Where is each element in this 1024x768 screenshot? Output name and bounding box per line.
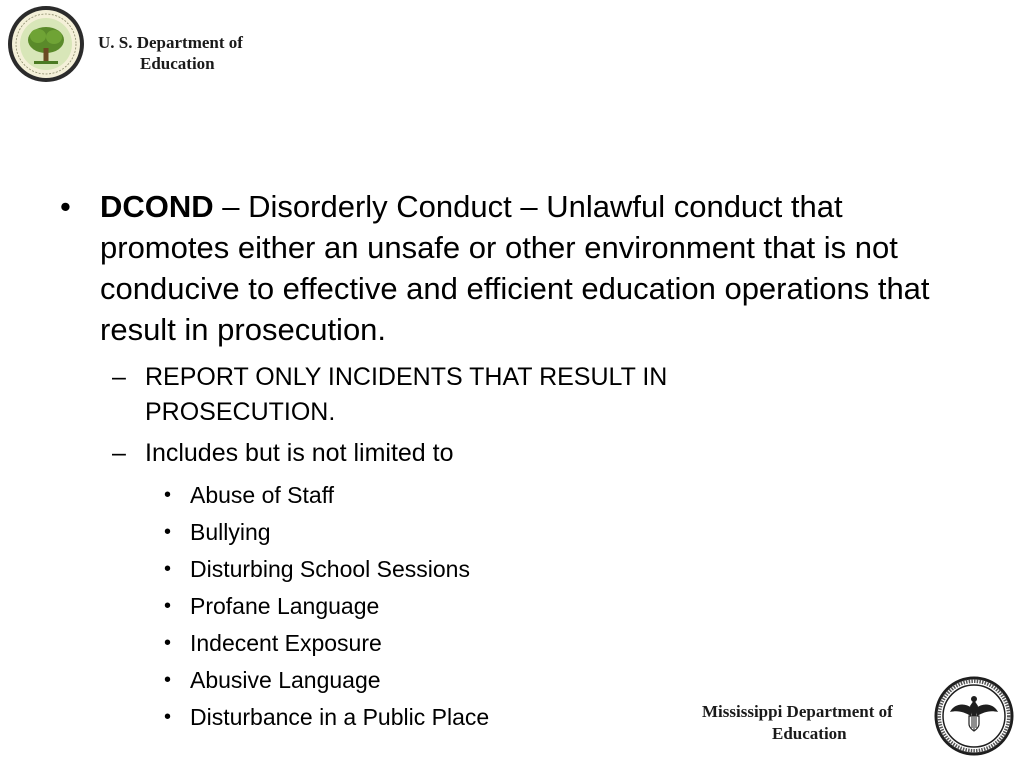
list-item xyxy=(60,477,940,514)
bullet-icon: • xyxy=(164,632,172,654)
ms-agency-line1: Mississippi Department of xyxy=(702,702,893,721)
sub-point xyxy=(60,436,940,471)
list-item xyxy=(60,514,940,551)
list-item xyxy=(60,625,940,662)
bullet-icon: • xyxy=(164,669,172,691)
slide-body xyxy=(60,186,940,736)
example-text: Disturbing School Sessions xyxy=(190,556,470,582)
term-definition: – Disorderly Conduct – Unlawful conduct that promotes either an unsafe or other environment that is not conducive to effective and efficient education operations that result in prosecution. xyxy=(100,189,930,347)
us-department-of-education-name xyxy=(98,32,278,74)
bullet-icon: • xyxy=(164,558,172,580)
sub-point-list xyxy=(60,360,940,471)
dash-icon: – xyxy=(112,363,126,391)
us-agency-line2: Education xyxy=(140,54,215,73)
list-item xyxy=(60,662,940,699)
example-text: Disturbance in a Public Place xyxy=(190,704,490,730)
example-text: Abusive Language xyxy=(190,667,381,693)
bullet-icon: • xyxy=(60,189,71,224)
dash-icon: – xyxy=(112,439,126,467)
list-item xyxy=(60,588,940,625)
definition-bullet xyxy=(60,186,940,350)
list-item xyxy=(60,551,940,588)
bullet-icon: • xyxy=(164,595,172,617)
sub-point-text: REPORT ONLY INCIDENTS THAT RESULT IN PROSECUTION. xyxy=(145,363,668,426)
ms-agency-line2: Education xyxy=(772,724,847,743)
example-text: Bullying xyxy=(190,519,271,545)
us-agency-line1: U. S. Department of xyxy=(98,33,243,52)
sub-point xyxy=(60,360,940,430)
examples-list xyxy=(60,477,940,736)
example-text: Abuse of Staff xyxy=(190,482,335,508)
mississippi-department-of-education-name xyxy=(702,701,937,745)
term-code: DCOND xyxy=(100,189,214,224)
us-department-of-education-seal-icon xyxy=(6,4,86,84)
sub-point-text: Includes but is not limited to xyxy=(145,439,454,467)
bullet-icon: • xyxy=(164,521,172,543)
example-text: Profane Language xyxy=(190,593,380,619)
mississippi-state-seal-icon xyxy=(934,676,1014,756)
bullet-icon: • xyxy=(164,706,172,728)
example-text: Indecent Exposure xyxy=(190,630,382,656)
bullet-icon: • xyxy=(164,484,172,506)
